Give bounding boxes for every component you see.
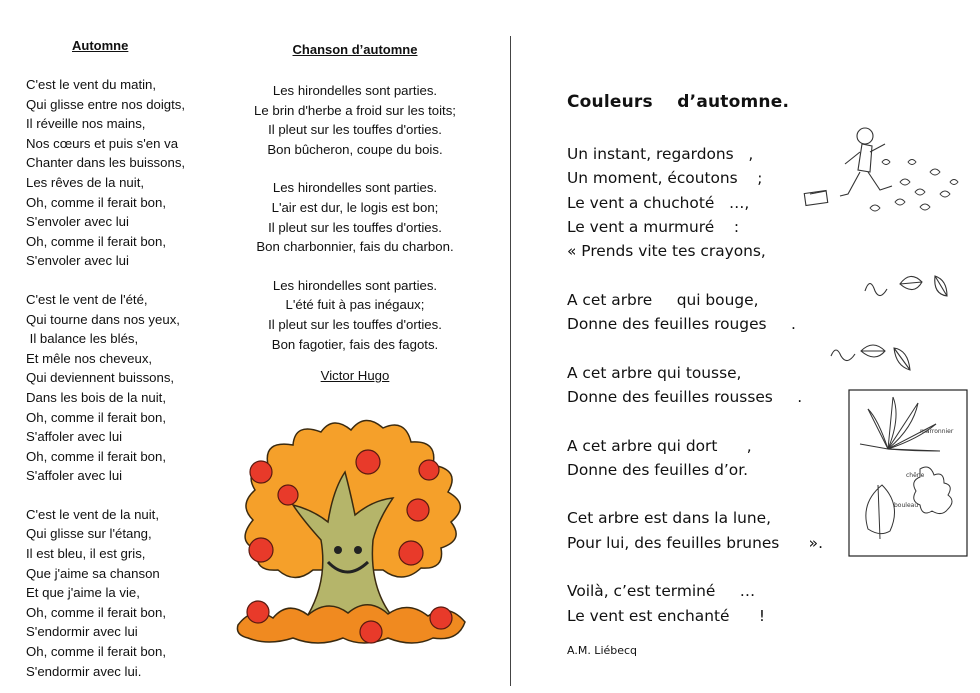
poem-line: Le vent a murmuré : <box>567 217 740 236</box>
poem-line: Donne des feuilles d’or. <box>567 460 749 479</box>
stanza <box>230 81 480 159</box>
poem-line: S'endormir avec lui. <box>26 663 142 679</box>
poem-line: Les hirondelles sont parties. <box>272 277 438 293</box>
poem-line: Les rêves de la nuit, <box>26 174 145 190</box>
poem-line: Oh, comme il ferait bon, <box>26 448 166 464</box>
poem-line: Voilà, c’est terminé … <box>567 582 756 601</box>
apple-icon <box>407 499 429 521</box>
poem-line: Pour lui, des feuilles brunes ». <box>567 533 823 552</box>
poem-line: Un instant, regardons , <box>567 145 754 163</box>
poem-line: Bon bûcheron, coupe du bois. <box>267 141 443 157</box>
poem-author-hugo: Victor Hugo <box>320 368 390 384</box>
poem-line: Et que j'aime la vie, <box>26 585 140 601</box>
stanza <box>26 75 226 271</box>
poem-line: Oh, comme il ferait bon, <box>26 644 166 660</box>
apple-icon <box>249 538 273 562</box>
poem-chanson-automne <box>230 42 480 383</box>
apple-icon <box>399 541 423 565</box>
poem-line: Oh, comme il ferait bon, <box>26 233 166 249</box>
autumn-tree-illustration <box>233 410 473 650</box>
stanza <box>230 178 480 256</box>
stanza <box>567 506 867 555</box>
poem-line: Le vent a chuchoté …, <box>567 193 750 212</box>
leaf-label-chene: chêne <box>906 472 925 479</box>
poem-title-automne: Automne <box>72 38 129 53</box>
poem-line: Qui glisse entre nos doigts, <box>26 96 186 112</box>
stanza <box>567 288 867 337</box>
poem-line: Les hirondelles sont parties. <box>272 180 438 196</box>
poem-line: L'été fuit à pas inégaux; <box>285 297 425 313</box>
poem-line: Bon fagotier, fais des fagots. <box>271 336 439 352</box>
apple-icon <box>356 450 380 474</box>
poem-line: Oh, comme il ferait bon, <box>26 194 166 210</box>
poem-line: A cet arbre qui bouge, <box>567 290 759 309</box>
poem-line: Il est bleu, il est gris, <box>26 546 146 562</box>
poem-line: Le brin d'herbe a froid sur les toits; <box>254 102 456 118</box>
poem-line: Bon charbonnier, fais du charbon. <box>256 239 454 255</box>
poem-line: A cet arbre qui tousse, <box>567 363 742 382</box>
poem-line: « Prends vite tes crayons, <box>567 242 766 261</box>
poem-title-chanson: Chanson d’automne <box>292 42 418 57</box>
poem-line: Donne des feuilles rouges . <box>567 315 796 334</box>
poem-line: L'air est dur, le logis est bon; <box>271 199 439 215</box>
apple-icon <box>250 461 272 483</box>
poem-line: Qui deviennent buissons, <box>26 370 175 386</box>
poem-line: Oh, comme il ferait bon, <box>26 604 166 620</box>
falling-leaves-sketch-1 <box>860 266 960 311</box>
poem-line: A cet arbre qui dort , <box>567 436 752 455</box>
leaf-label-bouleau: bouleau <box>894 502 919 509</box>
poem-line: Il réveille nos mains, <box>26 116 146 132</box>
poem-line: S'endormir avec lui <box>26 624 138 640</box>
boy-walking-leaves-sketch <box>800 122 960 222</box>
leaf-label-marronnier: marronnier <box>920 428 954 435</box>
stanza <box>567 361 867 410</box>
poem-line: Les hirondelles sont parties. <box>272 83 438 98</box>
poem-line: S'envoler avec lui <box>26 214 129 230</box>
poem-line: S'affoler avec lui <box>26 468 123 484</box>
poem-line: Il pleut sur les touffes d'orties. <box>268 219 442 235</box>
poem-line: S'affoler avec lui <box>26 429 123 445</box>
poem-line: Dans les bois de la nuit, <box>26 389 167 405</box>
poem-line: Qui tourne dans nos yeux, <box>26 311 180 327</box>
stanza <box>567 434 867 483</box>
poem-line: Et mêle nos cheveux, <box>26 350 153 366</box>
apple-icon <box>360 621 382 643</box>
tree-eye-icon <box>334 546 342 554</box>
stanza <box>26 505 226 681</box>
stanza <box>26 290 226 486</box>
poem-line: Cet arbre est dans la lune, <box>567 509 772 528</box>
poem-line: C'est le vent de la nuit, <box>26 506 160 522</box>
leaf-identification-chart <box>848 389 968 559</box>
apple-icon <box>419 460 439 480</box>
poem-line: Il balance les blés, <box>26 331 139 347</box>
poem-line: Qui glisse sur l'étang, <box>26 526 152 542</box>
poem-line: S'envoler avec lui <box>26 253 129 269</box>
apple-icon <box>430 607 452 629</box>
poem-line: Nos cœurs et puis s'en va <box>26 135 179 151</box>
poem-title-couleurs: Couleurs d’automne. <box>567 92 790 112</box>
stanza <box>567 579 867 628</box>
poem-line: Oh, comme il ferait bon, <box>26 409 166 425</box>
poem-line: Que j'aime sa chanson <box>26 565 160 581</box>
poem-line: Il pleut sur les touffes d'orties. <box>268 122 442 138</box>
tree-eye-icon <box>354 546 362 554</box>
poem-line: Chanter dans les buissons, <box>26 155 186 171</box>
ground-leaves <box>237 605 465 643</box>
stanza <box>230 276 480 354</box>
poem-author-liebecq: A.M. Liébecq <box>567 643 638 657</box>
falling-leaves-sketch-2 <box>826 336 926 381</box>
page-divider <box>510 36 511 686</box>
apple-icon <box>247 601 269 623</box>
poem-automne <box>26 38 226 681</box>
poem-line: Donne des feuilles rousses . <box>567 387 803 406</box>
poem-line: Il pleut sur les touffes d'orties. <box>268 316 442 332</box>
poem-line: C'est le vent du matin, <box>26 77 157 92</box>
apple-icon <box>278 485 298 505</box>
poem-line: Un moment, écoutons ; <box>567 169 763 188</box>
poem-line: C'est le vent de l'été, <box>26 291 148 307</box>
poem-line: Le vent est enchanté ! <box>567 606 765 625</box>
